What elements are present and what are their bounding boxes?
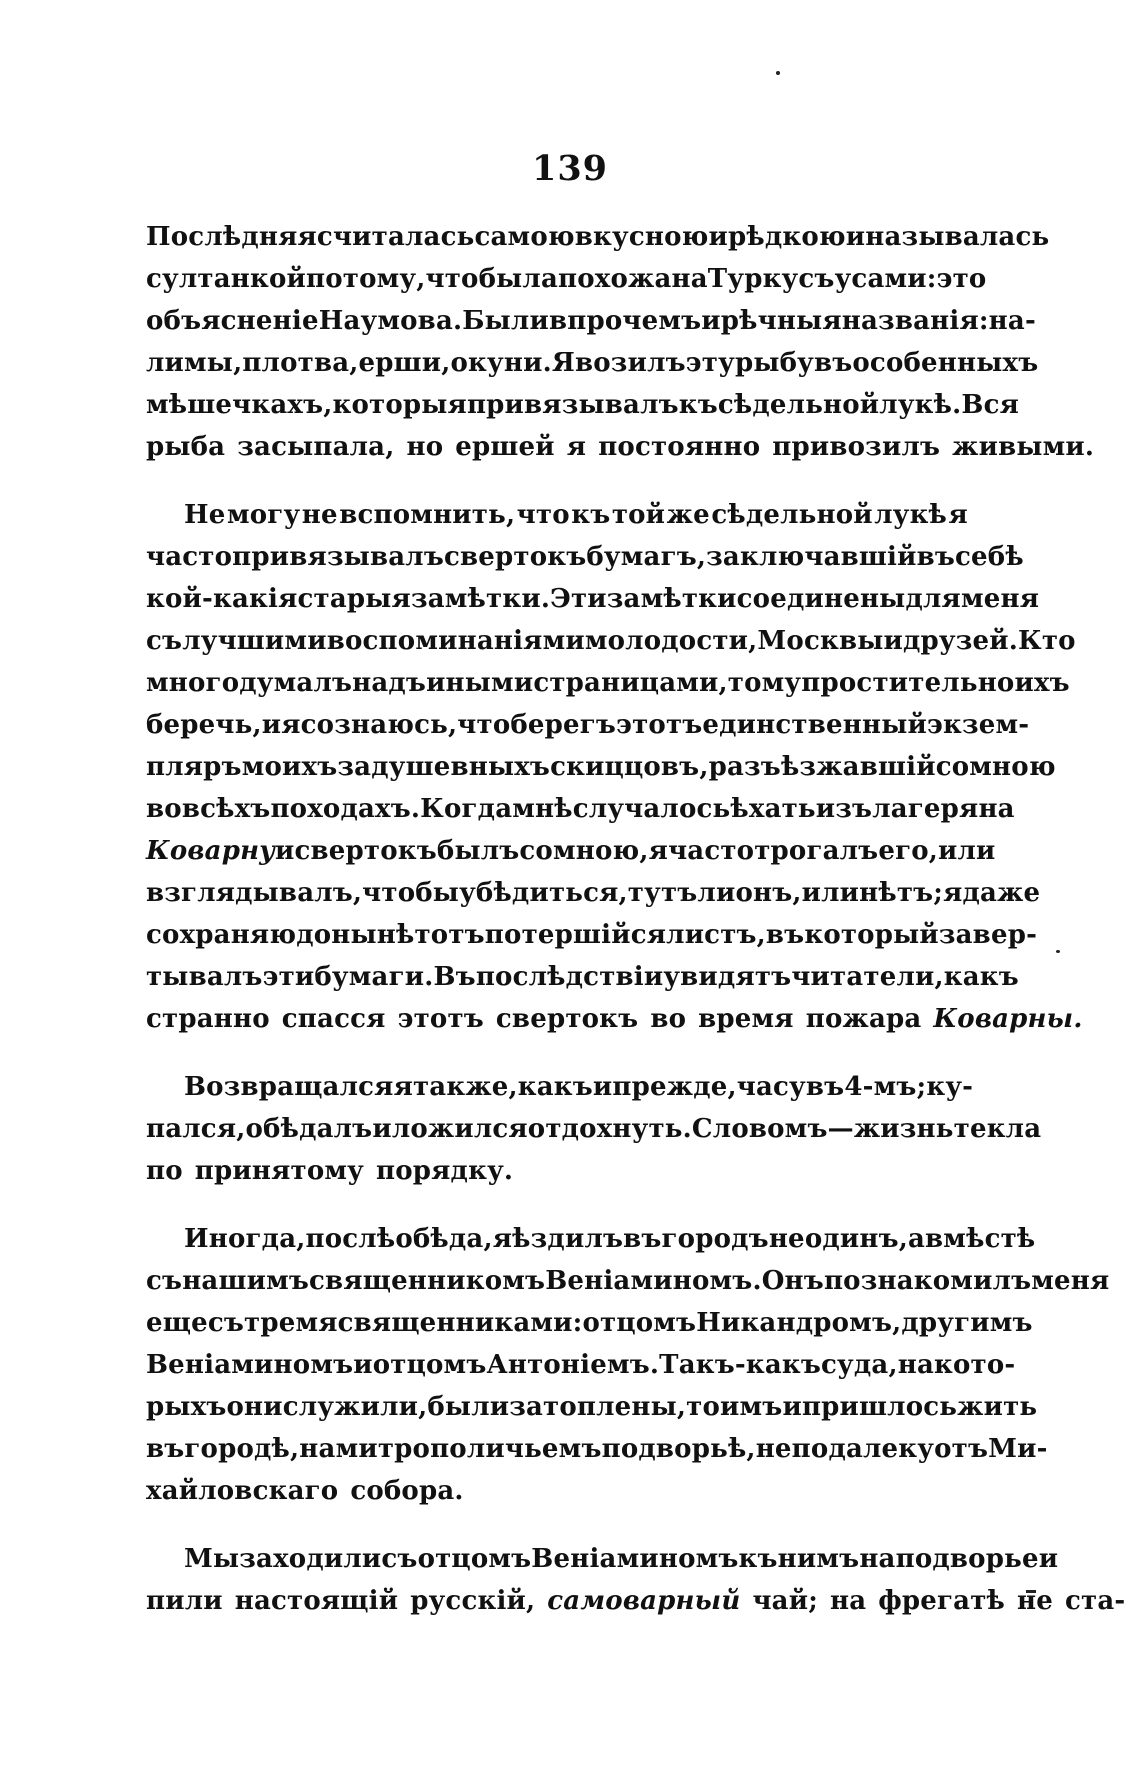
word: чай; (752, 1586, 818, 1616)
word: а (908, 1224, 926, 1254)
word: свертокъ (294, 836, 437, 866)
word: на (859, 1544, 896, 1574)
word: убѣдиться, (459, 878, 628, 908)
word: кой-какія (146, 584, 298, 614)
word: какъ (943, 962, 1019, 992)
word: отцомъ (417, 1544, 532, 1574)
word: чтобы (362, 878, 460, 908)
word: привязывалъ (232, 542, 444, 572)
word: впрочемъ (548, 306, 702, 336)
word: друзей. (902, 626, 1018, 656)
word: я (393, 1072, 413, 1102)
word: что (457, 710, 511, 740)
text-line (146, 878, 1041, 920)
word: не (1017, 1586, 1054, 1616)
word: особенныхъ (852, 348, 1039, 378)
word: и (845, 222, 866, 252)
word: потому, (306, 264, 426, 294)
word: и (261, 710, 282, 740)
word: эти (262, 962, 315, 992)
word: Такъ-какъ (659, 1350, 822, 1380)
word: съ (381, 1544, 418, 1574)
word: прежде, (612, 1072, 737, 1102)
word: же (666, 500, 710, 530)
word: и (701, 306, 721, 336)
word: для (905, 584, 961, 614)
word: пляръ (146, 752, 242, 782)
word: соединены (736, 584, 906, 614)
word: съ (798, 264, 835, 294)
word: ста- (1065, 1586, 1126, 1616)
word: вспомнить, (339, 500, 516, 530)
word: пался, (146, 1114, 246, 1144)
word: меня (1031, 1266, 1110, 1296)
word: вкусною (574, 222, 709, 252)
text-line (146, 1392, 1038, 1434)
word: былъ (436, 836, 520, 866)
word: была (478, 264, 558, 294)
word: ли (697, 878, 736, 908)
text-line (146, 752, 1056, 794)
word: въ (146, 1434, 185, 1464)
word: отъ (934, 1434, 989, 1464)
word: объясненіе (146, 306, 319, 336)
word: на (299, 1434, 336, 1464)
word: мною, (552, 836, 649, 866)
word: его, (878, 836, 938, 866)
word: съ (207, 1308, 245, 1338)
text-line (146, 668, 1070, 710)
word: служили, (282, 1392, 428, 1422)
word: въ (813, 348, 853, 378)
word: что (425, 264, 479, 294)
word: на (671, 264, 708, 294)
text-line (146, 306, 1036, 348)
word: другимъ (901, 1308, 1033, 1338)
text-line (146, 1114, 1042, 1156)
word: читатели, (791, 962, 944, 992)
text-line (146, 1224, 1036, 1266)
word: время (698, 1004, 794, 1034)
word: ихъ (1014, 668, 1070, 698)
word: похожа (558, 264, 672, 294)
word: трогалъ (754, 836, 879, 866)
word: считалась (316, 222, 475, 252)
text-line (146, 962, 1019, 1004)
word: я (281, 710, 301, 740)
text-line (146, 626, 1076, 668)
word: Не (184, 500, 226, 530)
text-line (146, 222, 1050, 264)
word: Ми- (988, 1434, 1048, 1464)
word: завер- (938, 920, 1038, 950)
word: ку- (926, 1072, 974, 1102)
word: рыба (146, 432, 226, 462)
word: воспоминаніями (326, 626, 585, 656)
word: Турку (707, 264, 799, 294)
word: подворьѣ, (601, 1434, 756, 1464)
word: Я (551, 348, 575, 378)
word: себѣ (955, 542, 1024, 572)
word: рыбу (734, 348, 814, 378)
text-line (146, 710, 1030, 752)
word: мною (969, 752, 1056, 782)
word: я (492, 1224, 513, 1254)
word: и (708, 222, 728, 252)
word: Кто (1018, 626, 1076, 656)
word: также, (412, 1072, 518, 1102)
word: сѣдельной (717, 390, 880, 420)
print-speck (1056, 950, 1060, 953)
text-line (146, 584, 1040, 626)
word: бумагъ, (586, 542, 707, 572)
word: ѣздилъ (512, 1224, 624, 1254)
word: — (827, 1114, 854, 1144)
word: сознаюсь, (300, 710, 458, 740)
word: сохраняю (146, 920, 297, 950)
text-line (146, 1156, 968, 1198)
word: пили (146, 1586, 223, 1616)
word: скиццовъ, (550, 752, 709, 782)
text-line (146, 836, 996, 878)
word: меня (960, 584, 1040, 614)
word: священниками: (337, 1308, 583, 1338)
text-line (146, 1004, 1083, 1046)
word: постоянно (598, 432, 761, 462)
word: лимы, (146, 348, 243, 378)
word: лучшими (182, 626, 327, 656)
word: рѣдкою (727, 222, 846, 252)
word: вмѣстѣ (925, 1224, 1036, 1254)
word: и (883, 626, 903, 656)
word: фрегатѣ (878, 1586, 1006, 1616)
word: на- (988, 306, 1036, 336)
word: принятому (194, 1156, 364, 1186)
word: къ (738, 1544, 778, 1574)
word: часто (668, 836, 755, 866)
word: лагеря (872, 794, 979, 824)
word: бумаги. (314, 962, 434, 992)
word: онъ, (735, 878, 802, 908)
word: ѣхать (730, 794, 816, 824)
word: затоплены, (509, 1392, 687, 1422)
word: къ (678, 390, 718, 420)
word: этотъ (397, 1004, 484, 1034)
word: Когда (420, 794, 513, 824)
word: Наумова. (318, 306, 463, 336)
text-line (146, 794, 1015, 836)
word: ерши, (358, 348, 451, 378)
word: Веніаминомъ. (545, 1266, 762, 1296)
word: городъ (661, 1224, 769, 1254)
italic-word: самоварный (547, 1586, 741, 1616)
word: подалеку (791, 1434, 935, 1464)
word: пришлось (801, 1392, 958, 1422)
word: рѣчныя (720, 306, 842, 336)
word: это (936, 264, 987, 294)
word: Эти (550, 584, 607, 614)
italic-word: Коварну (146, 836, 276, 866)
word: жить (957, 1392, 1038, 1422)
word: не (755, 1434, 792, 1464)
word: Онъ (761, 1266, 824, 1296)
text-line (146, 1072, 974, 1114)
word: Мы (184, 1544, 240, 1574)
word: съ (146, 1266, 183, 1296)
word: берегъ (510, 710, 617, 740)
word: но (406, 432, 444, 462)
word: простительно (801, 668, 1015, 698)
word: нашимъ (182, 1266, 310, 1296)
word: возилъ (574, 348, 686, 378)
word: обѣдалъ (245, 1114, 373, 1144)
word: не (301, 500, 338, 530)
word: мнѣ (512, 794, 573, 824)
word: Никандромъ, (696, 1308, 902, 1338)
word: и (592, 1072, 613, 1102)
text-line (146, 1350, 1016, 1392)
word: русскій, (410, 1586, 536, 1616)
word: единственный (702, 710, 927, 740)
word: названія: (841, 306, 989, 336)
italic-word: Коварны. (933, 1004, 1083, 1034)
word: всѣхъ (181, 794, 271, 824)
word: я (648, 836, 669, 866)
text-line (146, 1266, 1110, 1308)
paragraph (146, 1224, 1110, 1518)
word: какъ (517, 1072, 593, 1102)
word: разъѣзжавшій (708, 752, 936, 782)
word: или (938, 836, 996, 866)
word: въ (916, 542, 956, 572)
word: обѣда, (395, 1224, 493, 1254)
word: надъ (352, 668, 427, 698)
word: Веніаминомъ (531, 1544, 739, 1574)
word: они (226, 1392, 283, 1422)
word: заключавшій (706, 542, 917, 572)
word: спасся (281, 1004, 386, 1034)
word: еще (146, 1308, 208, 1338)
word: Послѣдняя (146, 222, 317, 252)
word: Москвы (757, 626, 884, 656)
word: старыя (297, 584, 411, 614)
word: мѣшечкахъ, (146, 390, 333, 420)
word: были (427, 1392, 510, 1422)
word: моихъ (241, 752, 338, 782)
word: отцомъ (372, 1350, 487, 1380)
text-line (146, 264, 987, 306)
word: лукѣ. (879, 390, 962, 420)
word: суда, (821, 1350, 898, 1380)
word: этотъ (616, 710, 703, 740)
word: во (146, 794, 182, 824)
word: и (1038, 1544, 1059, 1574)
text-line (146, 1308, 1033, 1350)
word: лукѣ (874, 500, 948, 530)
word: Антоніемъ. (486, 1350, 660, 1380)
word: страницами, (533, 668, 728, 698)
word: городѣ, (184, 1434, 300, 1464)
text-line (146, 500, 968, 542)
word: эту (685, 348, 735, 378)
word: взглядывалъ, (146, 878, 363, 908)
word: много (146, 668, 240, 698)
word: донынѣ (296, 920, 415, 950)
word: походахъ. (270, 794, 421, 824)
word: порядку. (376, 1156, 514, 1186)
text-line (146, 348, 1039, 390)
word: послѣдствіи (475, 962, 664, 992)
word: заходили (239, 1544, 382, 1574)
print-speck (776, 71, 780, 75)
word: что (516, 500, 570, 530)
word: послѣ (305, 1224, 396, 1254)
word: тремя (244, 1308, 338, 1338)
word: съ (146, 626, 183, 656)
word: я (943, 878, 963, 908)
word: въ (623, 1224, 662, 1254)
word: собора. (350, 1476, 464, 1506)
word: Въ (433, 962, 476, 992)
word: или (801, 878, 860, 908)
word: который (804, 920, 939, 950)
word: по (146, 1156, 183, 1186)
word: подворье (895, 1544, 1039, 1574)
word: 4-мъ; (844, 1072, 927, 1102)
word: экзем- (926, 710, 1030, 740)
word: тому (727, 668, 802, 698)
word: я (948, 500, 968, 530)
word: на (897, 1350, 935, 1380)
word: нимъ (777, 1544, 860, 1574)
text-line (146, 390, 1020, 432)
word: Веніаминомъ (146, 1350, 354, 1380)
word: познакомилъ (823, 1266, 1032, 1296)
paragraph (146, 222, 1095, 474)
word: со (519, 836, 553, 866)
word: часто (146, 542, 233, 572)
word: пожара (805, 1004, 922, 1034)
word: свертокъ (443, 542, 587, 572)
word: самою (474, 222, 575, 252)
text-line (146, 920, 1038, 962)
word: сѣдельной (711, 500, 873, 530)
word: то (686, 1392, 721, 1422)
word: тотъ (414, 920, 485, 950)
word: листъ, (666, 920, 766, 950)
word: привязывалъ (466, 390, 679, 420)
word: не (768, 1224, 805, 1254)
word: беречь, (146, 710, 262, 740)
word: я (566, 432, 587, 462)
word: случалось (572, 794, 731, 824)
word: и (275, 836, 295, 866)
word: настоящій (234, 1586, 399, 1616)
word: со (935, 752, 970, 782)
word: ложился (391, 1114, 528, 1144)
word: къ (571, 500, 611, 530)
word: свертокъ (495, 1004, 639, 1034)
word: тывалъ (146, 962, 263, 992)
word: странно (146, 1004, 270, 1034)
word: думалъ (239, 668, 353, 698)
word: которыя (332, 390, 467, 420)
word: митрополичьемъ (335, 1434, 602, 1464)
word: увидятъ (663, 962, 792, 992)
paragraph (146, 500, 1083, 1046)
text-line (146, 432, 1095, 474)
word: потершійся (484, 920, 667, 950)
word: Вся (961, 390, 1020, 420)
word: тутъ (627, 878, 698, 908)
word: изъ (815, 794, 873, 824)
text-line (146, 1476, 968, 1518)
word: привозилъ (772, 432, 941, 462)
word: даже (962, 878, 1041, 908)
word: на (830, 1586, 867, 1616)
page-number: 139 (531, 148, 609, 189)
word: живыми. (952, 432, 1095, 462)
word: той (611, 500, 666, 530)
word: молодости, (584, 626, 758, 656)
word: часу (736, 1072, 806, 1102)
text-line (146, 542, 1024, 584)
word: жизнь (853, 1114, 954, 1144)
word: Словомъ (691, 1114, 828, 1144)
word: султанкой (146, 264, 306, 294)
text-line (146, 1544, 1059, 1586)
word: Возвращался (184, 1072, 394, 1102)
word: ершей (455, 432, 555, 462)
word: замѣтки (606, 584, 737, 614)
word: задушевныхъ (337, 752, 551, 782)
body-text (146, 222, 1126, 1654)
word: нѣтъ; (859, 878, 944, 908)
word: Были (462, 306, 549, 336)
word: одинъ, (804, 1224, 908, 1254)
word: окуни. (450, 348, 552, 378)
word: рыхъ (146, 1392, 227, 1422)
word: хайловскаго (146, 1476, 339, 1506)
word: текла (953, 1114, 1042, 1144)
word: иными (426, 668, 534, 698)
text-line (146, 1586, 1126, 1628)
paragraph (146, 1072, 1042, 1198)
word: замѣтки. (410, 584, 551, 614)
word: Иногда, (184, 1224, 306, 1254)
word: усами: (834, 264, 937, 294)
word: отцомъ (582, 1308, 697, 1338)
word: отдохнуть. (527, 1114, 692, 1144)
word: называлась (865, 222, 1050, 252)
text-line (146, 1434, 1048, 1476)
word: имъ (720, 1392, 783, 1422)
word: священникомъ (309, 1266, 546, 1296)
word: и (353, 1350, 373, 1380)
word: могу (226, 500, 301, 530)
word: и (782, 1392, 802, 1422)
word: во (650, 1004, 687, 1034)
word: кото- (934, 1350, 1016, 1380)
word: засыпала, (237, 432, 395, 462)
word: въ (765, 920, 805, 950)
word: въ (805, 1072, 845, 1102)
word: на (978, 794, 1015, 824)
word: и (372, 1114, 392, 1144)
paragraph (146, 1544, 1126, 1628)
word: плотва, (242, 348, 359, 378)
